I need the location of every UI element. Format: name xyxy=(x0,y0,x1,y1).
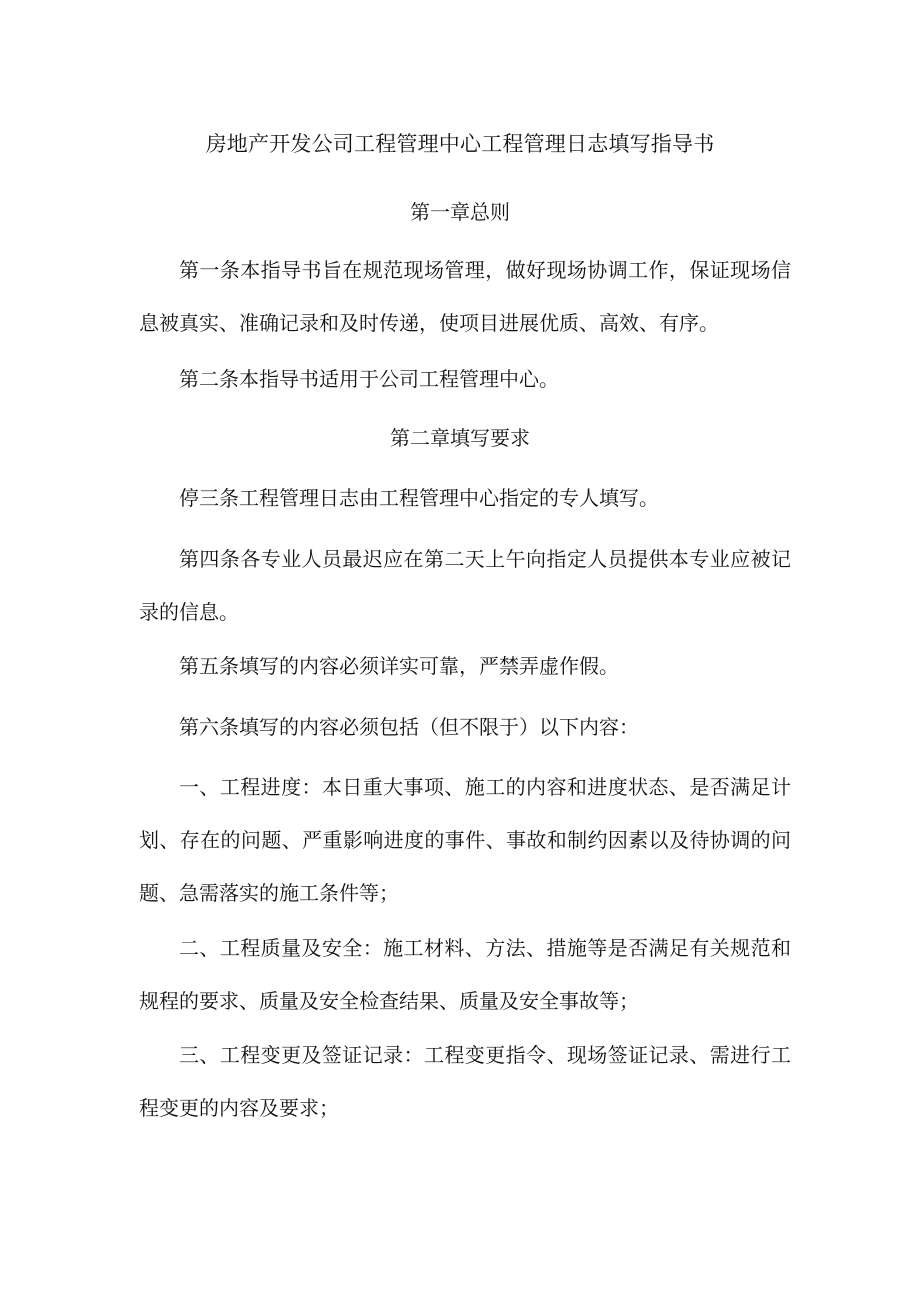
document-title: 房地产开发公司工程管理中心工程管理日志填写指导书 xyxy=(205,132,715,156)
article-6-item-1: 一、工程进度：本日重大事项、施工的内容和进度状态、是否满足计划、存在的问题、严重影响进度的事件、事故和制约因素以及待协调的问题、急需落实的施工条件等； xyxy=(139,775,791,905)
article-6-item-2: 二、工程质量及安全：施工材料、方法、措施等是否满足有关规范和规程的要求、质量及安全检查结果、质量及安全事故等； xyxy=(139,936,791,1013)
article-1: 第一条本指导书旨在规范现场管理，做好现场协调工作，保证现场信息被真实、准确记录和及时传递，使项目进展优质、高效、有序。 xyxy=(139,258,791,335)
article-6-item-3: 三、工程变更及签证记录：工程变更指令、现场签证记录、需进行工程变更的内容及要求； xyxy=(139,1043,791,1120)
article-6: 第六条填写的内容必须包括（但不限于）以下内容： xyxy=(179,715,639,739)
chapter-2-heading: 第二章填写要求 xyxy=(390,426,530,450)
article-5: 第五条填写的内容必须详实可靠，严禁弄虚作假。 xyxy=(179,654,619,678)
article-2: 第二条本指导书适用于公司工程管理中心。 xyxy=(179,367,559,391)
chapter-1-heading: 第一章总则 xyxy=(410,200,510,224)
article-3: 停三条工程管理日志由工程管理中心指定的专人填写。 xyxy=(179,486,659,510)
article-4: 第四条各专业人员最迟应在第二天上午向指定人员提供本专业应被记录的信息。 xyxy=(139,547,791,624)
